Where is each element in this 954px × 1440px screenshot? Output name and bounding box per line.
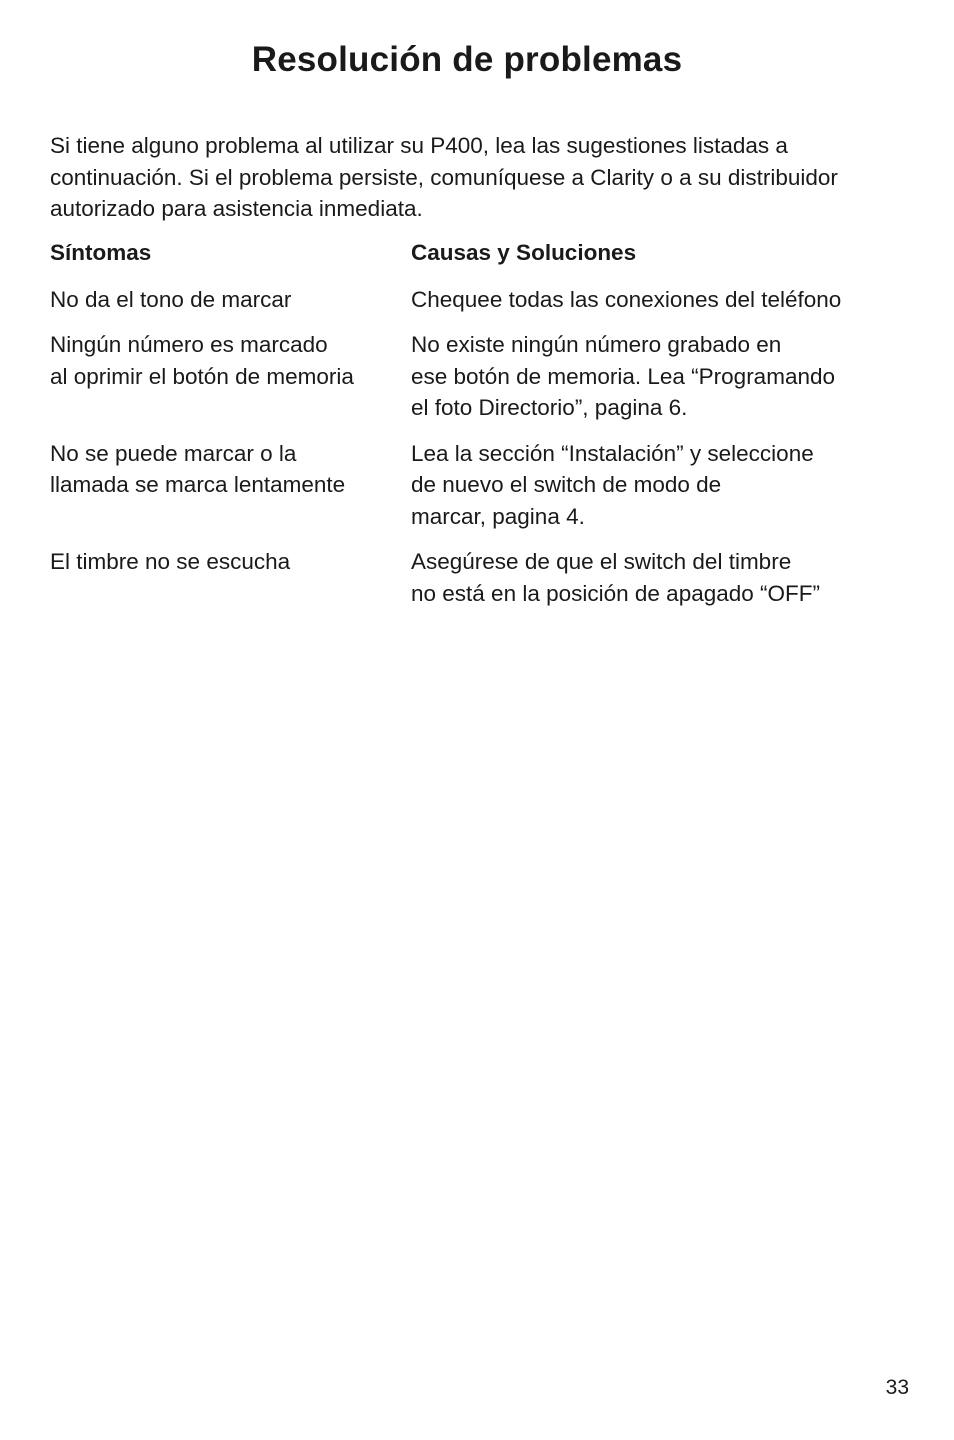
symptom-line: No se puede marcar o la (50, 440, 297, 466)
symptom-cell (50, 438, 411, 533)
troubleshooting-table (50, 237, 910, 623)
page-title: Resolución de problemas (251, 40, 683, 79)
intro-line: Si tiene alguno problema al utilizar su P400, lea las sugestiones listadas a (50, 133, 788, 158)
table-row (50, 329, 910, 424)
cause-line: no está en la posición de apagado “OFF” (411, 580, 820, 606)
symptom-line: al oprimir el botón de memoria (50, 363, 354, 389)
intro-line: continuación. Si el problema persiste, comuníquese a Clarity o a su distribuidor (50, 164, 838, 190)
cause-line: de nuevo el switch de modo de (411, 472, 722, 497)
symptom-line: El timbre no se escucha (50, 549, 291, 574)
cause-cell (411, 546, 910, 609)
cause-line: Asegúrese de que el switch del timbre (411, 549, 792, 574)
table-row (50, 284, 910, 316)
symptom-line: Ningún número es marcado (50, 332, 328, 357)
cause-line: Lea la sección “Instalación” y seleccione (411, 440, 814, 466)
cause-cell (411, 438, 910, 533)
intro-paragraph (50, 130, 910, 225)
cause-line: No existe ningún número grabado en (411, 332, 782, 357)
symptom-cell (50, 546, 411, 609)
header-symptoms: Síntomas (50, 240, 152, 265)
table-header-row (50, 237, 910, 269)
cause-line: marcar, pagina 4. (411, 503, 585, 529)
symptom-cell (50, 284, 411, 316)
intro-line: autorizado para asistencia inmediata. (50, 196, 423, 221)
table-row (50, 438, 910, 533)
cause-cell (411, 329, 910, 424)
header-causes: Causas y Soluciones (411, 240, 637, 265)
page-number: 33 (885, 1376, 909, 1399)
cause-cell (411, 284, 910, 316)
symptom-cell (50, 329, 411, 424)
table-row (50, 546, 910, 609)
cause-line: ese botón de memoria. Lea “Programando (411, 363, 835, 389)
symptom-line: No da el tono de marcar (50, 286, 292, 312)
cause-line: Chequee todas las conexiones del teléfono (411, 286, 842, 312)
symptom-line: llamada se marca lentamente (50, 472, 346, 497)
cause-line: el foto Directorio”, pagina 6. (411, 395, 688, 420)
